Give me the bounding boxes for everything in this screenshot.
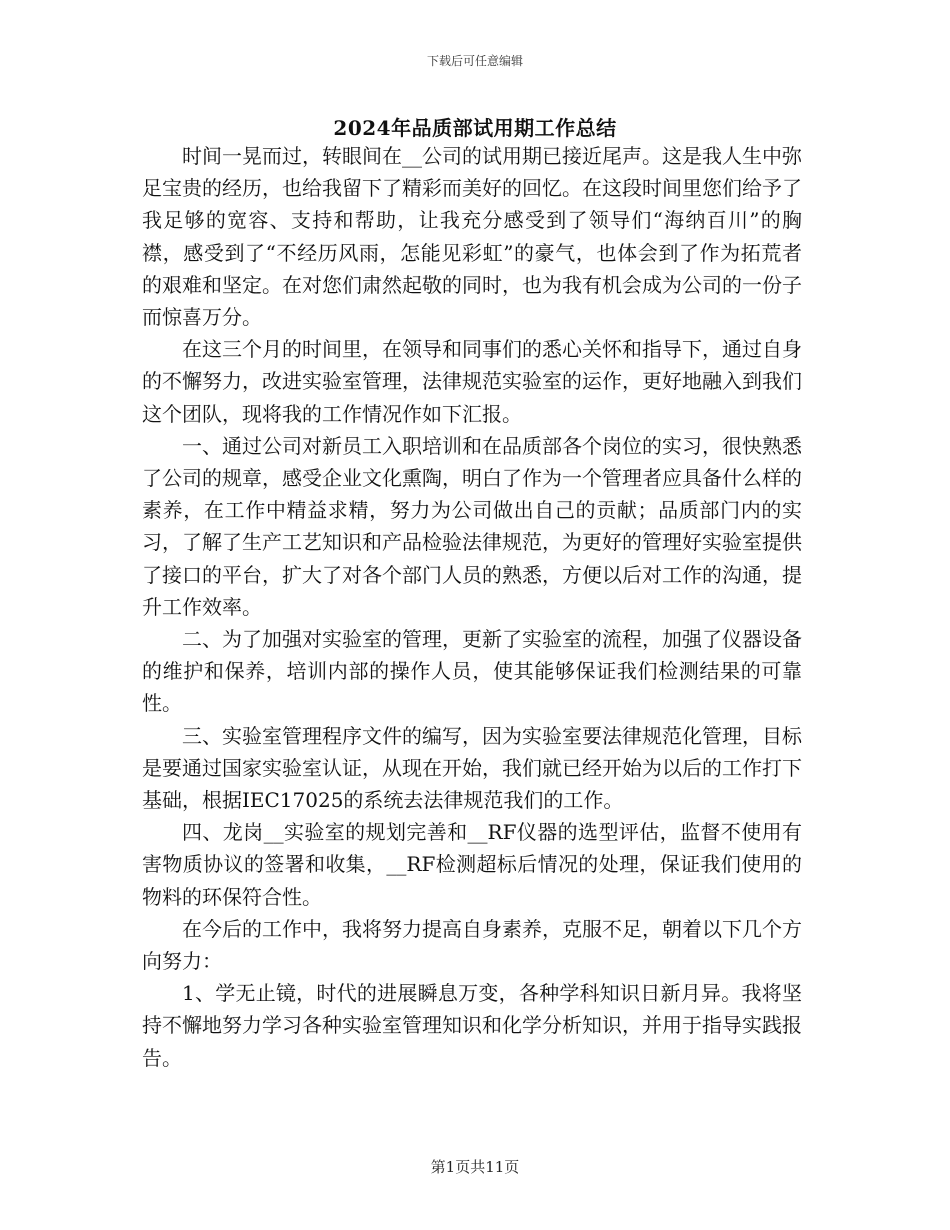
paragraph: 1、学无止镜，时代的进展瞬息万变，各种学科知识日新月异。我将坚持不懈地努力学习各种实验室管理知识和化学分析知识，并用于指导实践报告。: [142, 981, 802, 1070]
header-note: 下载后可任意编辑: [426, 54, 523, 68]
paragraph: 四、龙岗__实验室的规划完善和__RF仪器的选型评估，监督不使用有害物质协议的签署和收集，__RF检测超标后情况的处理，保证我们使用的物料的环保符合性。: [142, 820, 802, 909]
paragraph: 时间一晃而过，转眼间在__公司的试用期已接近尾声。这是我人生中弥足宝贵的经历，也给我留下了精彩而美好的回忆。在这段时间里您们给予了我足够的宽容、支持和帮助，让我充分感受到了领导们“海纳百川”的胸襟，感受到了“不经历风雨，怎能见彩虹”的豪气，也体会到了作为拓荒者的艰难和坚定。在对您们肃然起敬的同时，也为我有机会成为公司的一份子而惊喜万分。: [142, 144, 802, 330]
page-number: 第1页共11页: [430, 1158, 520, 1176]
paragraph: 在这三个月的时间里，在领导和同事们的悉心关怀和指导下，通过自身的不懈努力，改进实验室管理，法律规范实验室的运作，更好地融入到我们这个团队，现将我的工作情况作如下汇报。: [142, 337, 802, 426]
paragraph: 在今后的工作中，我将努力提高自身素养，克服不足，朝着以下几个方向努力：: [142, 916, 802, 974]
document-title: 2024年品质部试用期工作总结: [333, 116, 617, 140]
paragraph: 三、实验室管理程序文件的编写，因为实验室要法律规范化管理，目标是要通过国家实验室认证，从现在开始，我们就已经开始为以后的工作打下基础，根据IEC17025的系统去法律规范我们的工作。: [142, 723, 802, 813]
document-body: [142, 140, 802, 1074]
paragraph: 一、通过公司对新员工入职培训和在品质部各个岗位的实习，很快熟悉了公司的规章，感受企业文化熏陶，明白了作为一个管理者应具备什么样的素养，在工作中精益求精，努力为公司做出自己的贡献；品质部门内的实习，了解了生产工艺知识和产品检验法律规范，为更好的管理好实验室提供了接口的平台，扩大了对各个部门人员的熟悉，方便以后对工作的沟通，提升工作效率。: [142, 433, 802, 619]
paragraph: 二、为了加强对实验室的管理，更新了实验室的流程，加强了仪器设备的维护和保养，培训内部的操作人员，使其能够保证我们检测结果的可靠性。: [142, 627, 802, 716]
